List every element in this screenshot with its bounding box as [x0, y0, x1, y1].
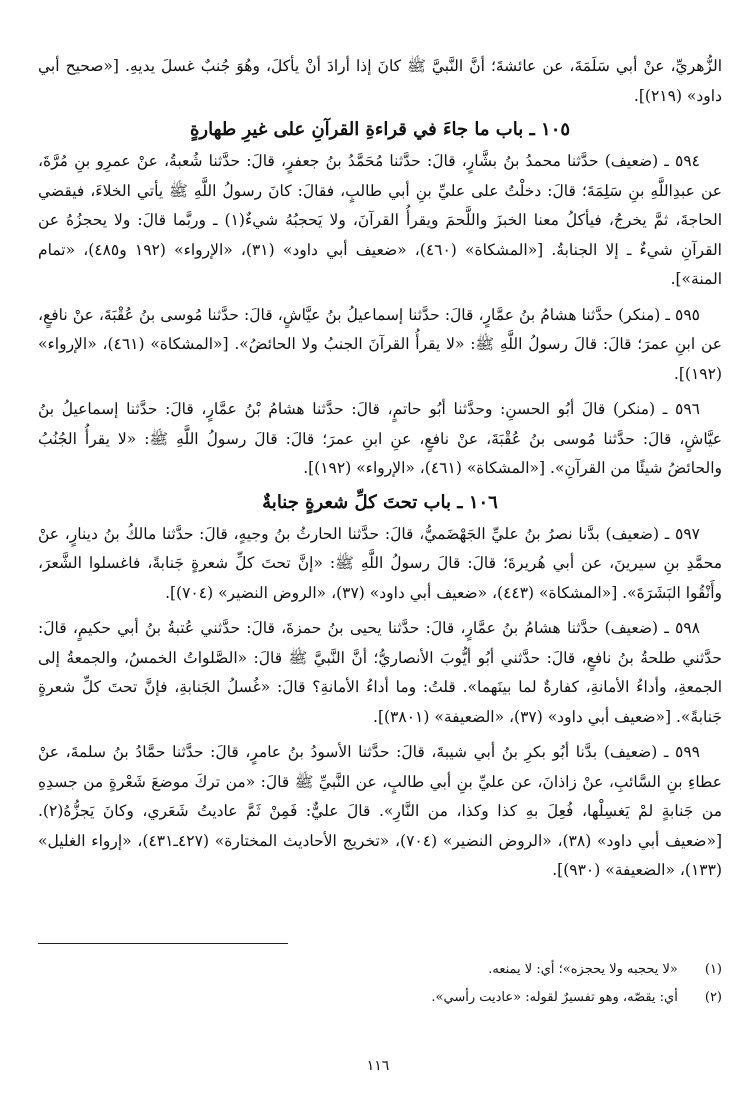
paragraph-continuation: الزُّهريِّ، عنْ أبي سَلَمَةَ، عن عائشةَ؛ أنَّ النَّبيَّ ﷺ كانَ إذا أرادَ أنْ يأكلَ، وهُوَ جُنبٌ غسلَ يديهِ. [«صحيح أبي داود» (٢١٩)]. [38, 57, 722, 105]
footnote-number: (١) [704, 962, 722, 977]
footnote-text: «لا يحجبه ولا يحجزه»؛ أي: لا يمنعه. [488, 962, 678, 977]
hadith-597: ٥٩٧ ـ (ضعيف) بدَّنا نصرُ بنُ عليِّ الجَهْضَميُّ، قالَ: حدَّثنا الحارثُ بنُ وجيهٍ، قالَ: حدَّثنا مالكُ بنُ دينارٍ، عنْ محمَّدِ بنِ سيرينَ، عن أبي هُريرةَ؛ قالَ: قالَ رسولُ اللَّهِ ﷺ: «إنَّ تحتَ كلِّ شعرةٍ جَنابةً، فاغسلوا الشَّعرَ، وأَنْقُوا البَشَرَةَ». [«المشكاة» (٤٤٣)، «ضعيف أبي داود» (٣٧)، «الروض النضير» (٧٠٤)]. [38, 524, 722, 602]
hadith-594: ٥٩٤ ـ (ضعيف) حدَّثنا محمدُ بنُ بشَّارٍ، قالَ: حدَّثنا مُحَمَّدُ بنُ جعفرٍ، قالَ: حدَّثنا شُعبةُ، عنْ عمرِو بنِ مُرَّةَ، عن عبدِاللَّهِ بنِ سَلِمَةَ؛ قالَ: دخلْتُ على عليِّ بنِ أبي طالبٍ، فقالَ: كانَ رسولُ اللَّهِ ﷺ يأتي الخلاءَ، فيقضي الحاجةَ، ثمَّ يخرجُ، فيأكلُ معنا الخبزَ واللَّحمَ ويقرأُ القرآنَ، ولا يَحجبُهُ شيءٌ(١) ـ وربَّما قالَ: ولا يحجزُهُ عن القرآنِ شيءٌ ـ إلا الجنابةُ. [«المشكاة» (٤٦٠)، «ضعيف أبي داود» (٣١)، «الإرواء» (١٩٢ و٤٨٥)، «تمام المنة»]. [38, 152, 722, 288]
page-number: ١١٦ [366, 1058, 390, 1074]
page-body [38, 52, 722, 886]
footnote-1 [38, 956, 722, 984]
footnote-number: (٢) [704, 990, 722, 1005]
hadith-596: ٥٩٦ ـ (منكر) قالَ أبُو الحسنِ: وحدَّثنا أبُو حاتمٍ، قالَ: حدَّثنا هشامُ بْنُ عمَّارٍ، قالَ: حدَّثنا إسماعيلُ بنُ عيَّاشٍ، قالَ: حدَّثنا مُوسى بنُ عُقْبَةَ، عنْ نافعٍ، عنِ ابنِ عمرَ؛ قالَ: قالَ رسولُ اللَّهِ ﷺ: «لا يقرأُ الجُنُبُ والحائضُ شيئًا من القرآنِ». [«المشكاة» (٤٦١)، «الإرواء» (١٩٢)]. [38, 400, 722, 477]
hadith-595: ٥٩٥ ـ (منكر) حدَّثنا هشامُ بنُ عمَّارٍ، قالَ: حدَّثنا إسماعيلُ بنُ عيَّاشٍ، قالَ: حدَّثنا مُوسى بنُ عُقْبَةَ، عنْ نافعٍ، عن ابنِ عمرَ؛ قالَ: قالَ رسولُ اللَّهِ ﷺ: «لا يقرأُ القرآنَ الجنبُ ولا الحائضُ». [«المشكاة» (٤٦١)، «الإرواء» (١٩٢)]. [38, 305, 723, 383]
footnote-2 [38, 984, 722, 1012]
footnote-text: أي: يقصّه، وهو تفسيرٌ لقوله: «عاديت رأسي». [431, 990, 678, 1005]
chapter-heading-106: ١٠٦ ـ باب تحتَ كلِّ شعرةٍ جنابةٌ [262, 491, 498, 513]
footnote-separator [38, 943, 288, 944]
footnotes [38, 956, 722, 1012]
chapter-heading-105: ١٠٥ ـ باب ما جاءَ في قراءةِ القرآنِ على غيرِ طهارةٍ [189, 119, 571, 140]
hadith-599: ٥٩٩ ـ (ضعيف) بدَّنا أبُو بكرِ بنُ أبي شيبةَ، قالَ: حدَّثنا الأسودُ بنُ عامرٍ، قالَ: حدَّثنا حمَّادُ بنُ سلمةَ، عنْ عطاءِ بنِ السَّائبِ، عنْ زاذانَ، عن عليِّ بنِ أبي طالبٍ، عن النَّبيِّ ﷺ قالَ: «من تركَ موضعَ شَعْرةٍ من جسدِهِ من جَنابةٍ لمْ يَغسِلْها، فُعِلَ بهِ كذا وكذا، من النَّارِ». قالَ عليٌّ: فَمِنْ ثَمَّ عاديتُ شَعَري، وكانَ يَجزُّهُ(٢). [«ضعيف أبي داود» (٣٨)، «الروض النضير» (٧٠٤)، «تخريج الأحاديث المختارة» (٤٢٧ـ٤٣١)، «إرواء الغليل» (١٣٣)، «الضعيفة» (٩٣٠)]. [38, 743, 722, 879]
hadith-598: ٥٩٨ ـ (ضعيف) حدَّثنا هشامُ بنُ عمَّارٍ، قالَ: حدَّثنا يحيى بنُ حمزةَ، قالَ: حدَّثني عُتبةُ بنُ أبي حكيمٍ، قالَ: حدَّثني طلحةُ بنُ نافعٍ، قالَ: حدَّثني أبُو أيُّوبَ الأنصاريُّ؛ أنَّ النَّبيَّ ﷺ قالَ: «الصَّلواتُ الخمسُ، والجمعةُ إلى الجمعةِ، وأداءُ الأمانةِ، كفارةٌ لما بينَهما». قلتُ: وما أداءُ الأمانةِ؟ قالَ: «غُسلُ الجَنابةِ، فإنَّ تحتَ كلِّ شعرةٍ جَنابةً». [«ضعيف أبي داود» (٣٧)، «الضعيفة» (٣٨٠١)]. [38, 619, 722, 726]
